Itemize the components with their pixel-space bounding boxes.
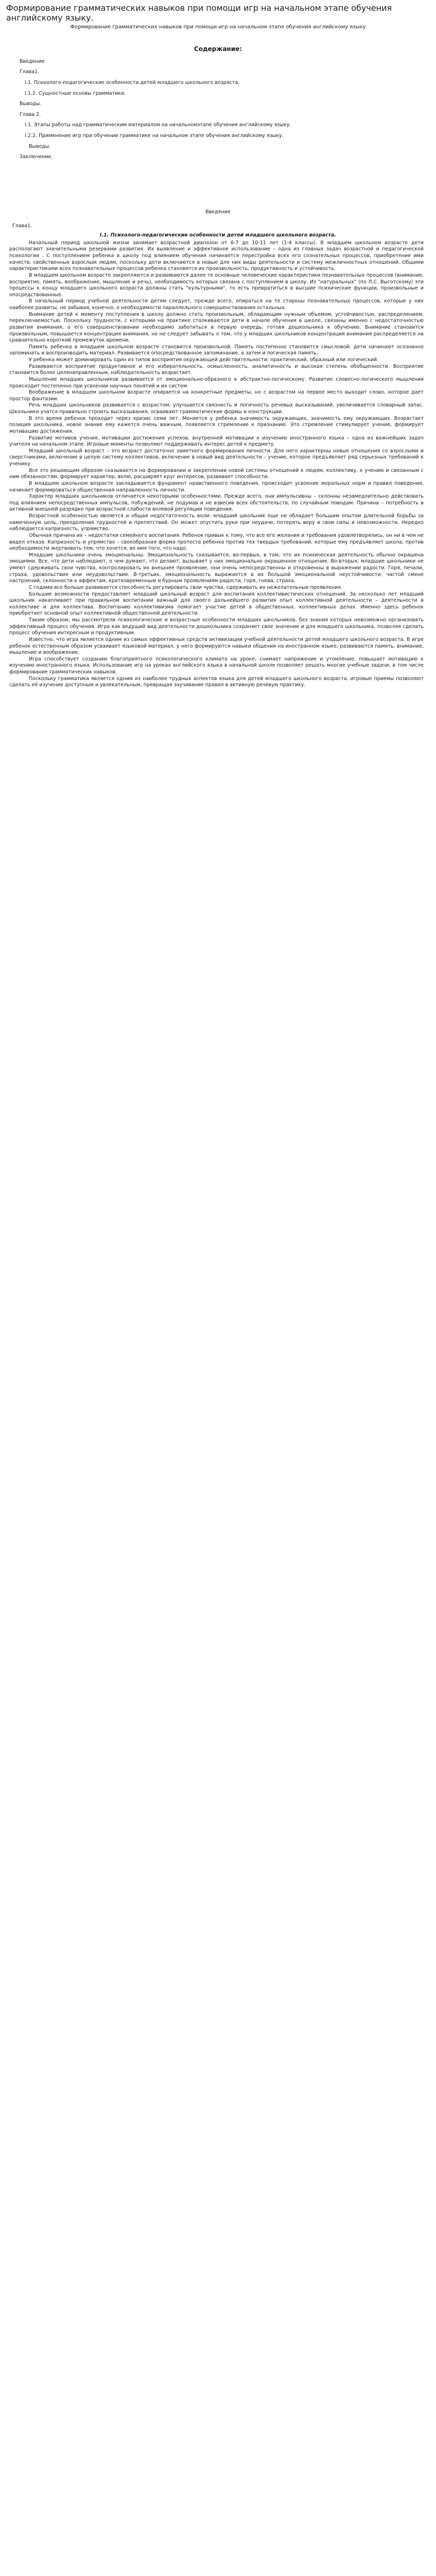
document	[0, 0, 436, 689]
paragraph: Таким образом, мы рассмотрели психологические и возрастные особенности младших школьников, без знания которых невозможно организовать эффективный процесс обучения. Игра как ведущий вид деятельности дошкольника сохраняет свое значение и для младшего школьника, позволяя сделать процесс обучения интересным и продуктивным.	[9, 617, 424, 636]
paragraph: Возрастной особенностью является и общая недостаточность воли: младший школьник еще не обладает большим опытом длительной борьбы за намеченную цель, преодоления трудностей и препятствий. Он может опустить руки при неудаче, потерять веру в свои силы и невозможности. Нередко наблюдается капризность, упрямство.	[9, 513, 424, 532]
body-text	[0, 240, 436, 689]
paragraph: У ребенка может доминировать один из типов восприятия окружающей действительности: практический, образный или логический.	[29, 357, 379, 363]
intro-label: Введение	[205, 209, 231, 215]
paragraph: Память ребенка в младшем школьном возрасте становится произвольной. Память постепенно становится смысловой: дети начинают осознанно запоминать и воспроизводить материал. Развивается опосредствованное запоминание, а затем и логическая память.	[9, 344, 424, 357]
paragraph: Игра способствует созданию благоприятного психологического климата на уроке, снимает напряжение и утомление, повышает мотивацию к изучению иностранного языка. Использование игр на уроках английского языка в начальной школе позволяет решать многие учебные задачи, в том числе формирование грамматических навыков.	[9, 656, 424, 675]
toc-item: Глава 2.	[20, 111, 41, 117]
paragraph: В младшем школьном возрасте закрепляются и развиваются далее те основные человеческие характеристики познавательных процессов (внимание, восприятие, память, воображение, мышление и речь), необходимость которых связана с поступлением в школу. Из "натуральных" (по Л.С. Выготскому) эти процессы к концу младшего школьного возраста должны стать "культурными", то есть превратиться в высшие психические функции, произвольные и опосредствованные.	[9, 272, 424, 298]
toc-item: I.2.2. Применение игр при обучении грамматике на начальном этапе обучения английскому языку.	[25, 133, 284, 139]
paragraph: С годами все больше развивается способность регулировать свои чувства, сдерживать их нежелательные проявления.	[29, 584, 342, 590]
toc-item: I.1. Этапы работы над грамматическим материалом на начальномэтапе обучения английскому языку.	[25, 122, 291, 128]
paragraph: Обычная причина их – недостатки семейного воспитания. Ребенок привык к тому, что все его желания и требования удовлетворялись, он ни в чем не видел отказа. Капризность и упрямство – своеобразная форма протеста ребенка против тех твердых требований, которые ему предъявляет школа, против необходимости жертвовать тем, что хочется, во имя того, что надо.	[9, 532, 424, 552]
toc-item: Выводы.	[29, 143, 51, 149]
paragraph: Младший школьный возраст – это возраст достаточно заметного формирования личности. Для него характерны новые отношения со взрослыми и сверстниками, включение в целую систему коллективов, включение в новый вид деятельности – учение, которое предъявляет ряд серьезных требований к ученику.	[9, 448, 424, 467]
paragraph: Характер младших школьников отличается некоторыми особенностями. Прежде всего, они импульсивны – склонны незамедлительно действовать под влиянием непосредственных импульсов, побуждений, не подумав и не взвесив всех обстоятельств, по случайным поводам. Причина – потребность в активной внешней разрядке при возрастной слабости волевой регуляции поведения.	[9, 494, 424, 513]
toc-list	[12, 59, 424, 161]
paragraph: Поскольку грамматика является одним из наиболее трудных аспектов языка для детей младшего школьного возраста, игровые приемы позволяют сделать её изучение доступным и увлекательным, превращая заучивание правил в активную речевую практику.	[9, 675, 424, 688]
toc-item: Выводы.	[20, 101, 42, 107]
paragraph: Развитие мотивов учения, мотивации достижения успехов, внутренней мотивации к изучению иностранного языка – одна из важнейших задач учителя на начальном этапе. Игровые моменты позволяют поддерживать интерес детей к предмету.	[9, 435, 424, 448]
paragraph: Младшие школьники очень эмоциональны. Эмоциональность сказывается, во-первых, в том, что их психическая деятельность обычно окрашена эмоциями. Все, что дети наблюдают, о чем думают, что делают, вызывает у них эмоционально окрашенное отношение. Во-вторых, младшие школьники не умеют сдерживать свои чувства, контролировать их внешнее проявление, они очень непосредственны и откровенны в выражении радости. Горя, печали, страха, удовольствия или неудовольствия. В-третьих, эмоциональность выражается в их большой эмоциональной неустойчивости, частой смене настроений, склонности к аффектам, кратковременным и бурным проявлениям радости, горя, гнева, страха.	[9, 552, 424, 584]
page-title: Формирование грамматических навыков при помощи игр на начальном этапе обучения английскому языку.	[6, 3, 392, 23]
paragraph: Все это решающим образом сказывается на формировании и закреплении новой системы отношений к людям, коллективу, к учению и связанным с ним обязанностям, формирует характер, волю, расширяет круг интересов, развивает способности.	[9, 467, 424, 480]
toc-item: I.1. Психолого-педагогические особенности детей младшего школьного возраста.	[25, 79, 240, 86]
page-subtitle: Формирование грамматических навыков при помощи игр на начальном этапе обучения английскому языку	[70, 24, 366, 30]
paragraph: Развиваются восприятие продуктивное и его избирательность, осмысленность, аналитичность и высокая степень обобщенности. Восприятие становится более целенаправленным, наблюдательность возрастает.	[9, 363, 424, 376]
paragraph: Внимание детей к моменту поступления в школу должно стать произвольным, обладающим нужным объемом, устойчивостью, распределением, переключаемостью. Поскольку трудности, с которыми на практике сталкиваются дети в начале обучения в школе, связаны именно с недостаточностью развития внимания, о его совершенствовании необходимо заботиться в первую очередь, готовя дошкольника к обучению. Внимание становится произвольным, повышается концентрация внимания, но не следует забывать о том, что у младших школьников концентрация внимания распределяется на сравнительно короткий промежуток времени.	[9, 311, 424, 344]
paragraph: Известно, что игра является одним из самых эффективных средств активизации учебной деятельности детей младшего школьного возраста. В игре ребенок естественным образом усваивает языковой материал, у него формируются навыки общения на иностранном языке, развиваются память, внимание, мышление и воображение.	[9, 636, 424, 656]
toc-heading: Содержание:	[194, 45, 242, 53]
paragraph: В начальный период учебной деятельности детям следует, прежде всего, опираться на те стороны познавательных процессов, которые у них наиболее развиты, не забывая, конечно, о необходимости параллельного совершенствования остальных.	[9, 298, 424, 311]
paragraph: Начальный период школьной жизни занимает возрастной диапазон от 6-7 до 10-11 лет (1-4 классы). В младшем школьном возрасте дети располагают значительными резервами развития. Их выявление и эффективное использование – одна из главных задач возрастной и педагогической психологии . С поступлением ребенка в школу под влиянием обучения начинается перестройка всех его сознательных процессов, приобретение ими качеств, свойственных взрослым людям, поскольку дети включаются в новые для них виды деятельности и систему межличностных отношений. Общими характеристиками всех познавательных процессов ребенка становятся их произвольность, продуктивность и устойчивость.	[9, 240, 424, 272]
paragraph: Воображение в младшем школьном возрасте опирается на конкретные предметы, но с возрастом на первое место выходит слово, которое дает простор фантазии.	[9, 389, 424, 402]
paragraph: Речь младших школьников развивается с возрастом, улучшается связность и логичность речевых высказываний, увеличивается словарный запас. Школьники учатся правильно строить высказывания, осваивают грамматические формы и конструкции.	[9, 402, 424, 415]
paragraph: Мышление младших школьников развивается от эмоционально-образного к абстрактно-логическому. Развитие словесно-логического мышления происходит постепенно при усвоении научных понятий и их систем.	[9, 376, 424, 389]
toc-item: Введение	[20, 58, 45, 64]
toc-item: Заключение.	[20, 154, 53, 160]
subsection-title: I.1. Психолого-педагогические особенности детей младшего школьного возраста.	[99, 232, 337, 239]
table-of-contents	[0, 31, 436, 161]
toc-item: Глава1.	[20, 69, 40, 75]
paragraph: В младшем школьном возрасте закладывается фундамент нравственного поведения, происходит усвоение моральных норм и правил поведения, начинает формироваться общественная направленность личности.	[9, 480, 424, 493]
paragraph: Большие возможности предоставляет младший школьный возраст для воспитания коллективистических отношений. За несколько лет младший школьник накапливает при правильном воспитании важный для своего дальнейшего развития опыт коллективной деятельности – деятельности в коллективе и для коллектива. Воспитанию коллективизма помогает участие детей в общественных, коллективных делах. Именно здесь ребенок приобретает основной опыт коллективной общественной деятельности.	[9, 591, 424, 617]
paragraph: В это время ребенок проходит через кризис семи лет. Меняется у ребенка значимость окружающих, значимость ему окружающих. Возрастает позиция школьника, новое знание ему кажется очень важным, появляется стремление к признанию. Это стремление стимулирует учение, формирует мотивацию достижения.	[9, 415, 424, 434]
toc-item: I.1.2. Сущностные основы грамматики.	[25, 90, 126, 96]
chapter-label: Глава1.	[12, 223, 32, 229]
